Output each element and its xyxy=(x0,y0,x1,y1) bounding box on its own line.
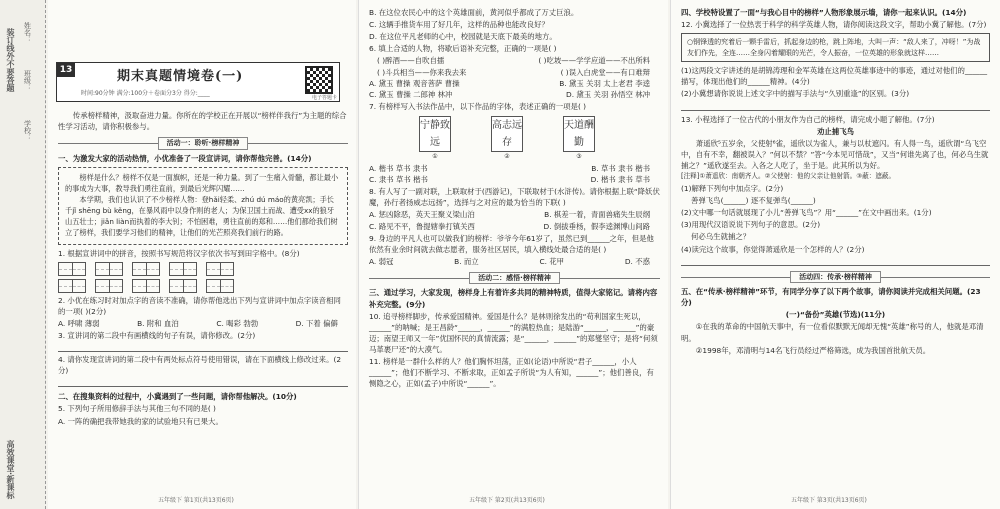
question-11: 11. 榜样是一群什么样的人？他们胸怀坦荡，正如(论语)中所说“君子______，小人______”；他们不断学习、不断求取，正如孟子所说“为人有知，______”；他们善良，有恻隐之心，正如(孟子)中所说“______”。 xyxy=(369,357,654,389)
speech-p1: 榜样是什么？榜样不仅是一面旗帜，还是一种力量。到了一生痛入骨髓，都让最小的事成为大事，教导我们勇往直前，到最后光辉闪耀…… xyxy=(65,172,339,193)
calligraphy-card: 高志远存 xyxy=(491,116,523,152)
speech-box xyxy=(58,167,348,245)
class-label: 班级： xyxy=(23,70,32,91)
section-2-heading: 二、在搜集资料的过程中，小冀遇到了一些问题，请你帮他解决。(10分) xyxy=(58,392,297,402)
question-5-option-a[interactable]: A. 一阵的确把我带她我的家的试验地只有已果大。 xyxy=(58,416,223,426)
question-13-part-2: (2)文中哪一句话就展现了小儿“善弹飞鸟”？用“______”在文中画出来。(1分) xyxy=(681,208,932,218)
calligraphy-card: 天道酬勤 xyxy=(563,116,595,152)
char-grid-row-1[interactable] xyxy=(58,262,348,276)
calligraphy-number: ② xyxy=(504,152,510,160)
option-a[interactable]: A. 黛玉 曹操 观音菩萨 曹操 xyxy=(369,78,460,88)
page-footer-3: 五年级下 第3页(共13页6页) xyxy=(791,497,867,504)
option-a[interactable]: A. 呼啸 薄弱 xyxy=(58,318,100,328)
question-6-options-row1 xyxy=(369,78,660,89)
idiom-item: ( )斗兵相当——你来我去来 xyxy=(377,67,467,77)
section-3-heading: 三、通过学习，大家发现，榜样身上有着许多共同的精神特质，值得大家铭记。请将内容补充完整。(9分) xyxy=(369,288,658,309)
question-7-options-row2 xyxy=(369,174,660,185)
question-3: 3. 宣讲词的第二段中有画横线的句子有误，请你修改。(2分) xyxy=(58,331,256,341)
activity-2-header xyxy=(369,272,660,285)
answer-line[interactable] xyxy=(58,378,348,387)
option-b[interactable]: B. 棋差一着，青面兽痛失生辰纲 xyxy=(544,210,650,220)
vlabel-bottom: 高效课堂·新课标 xyxy=(6,440,15,500)
exam-title-box xyxy=(56,62,340,102)
option-a[interactable]: A. 惩凶除恶，英天王聚义梁山泊 xyxy=(369,210,475,220)
reading-paragraph-2: ②1998年，邓清明与14名飞行员经过严格筛选，成为我国首批航天员。 xyxy=(695,345,931,355)
question-7-options-row1 xyxy=(369,163,660,174)
activity-1-header xyxy=(58,137,348,150)
question-6-items-row1 xyxy=(369,55,660,66)
option-a[interactable]: A. 楷书 草书 隶书 xyxy=(369,163,428,173)
binding-sidebar xyxy=(0,0,46,509)
section-5-heading: 五、在“传承·榜样精神”环节，有同学分享了以下两个故事，请你阅读并完成相关问题。(23分) xyxy=(681,287,981,308)
option-d[interactable]: D. 不惑 xyxy=(624,256,650,266)
qr-code-icon[interactable] xyxy=(305,66,333,94)
question-6: 6. 填上合适的人物，将歇后语补充完整，正确的一项是( ) xyxy=(369,44,557,54)
question-7: 7. 有榜样写入书法作品中，以下作品的字体，表述正确的一项是( ) xyxy=(369,101,587,111)
reading-subtitle: (一)“备份”英雄(节选)(11分) xyxy=(785,310,886,320)
activity-2-title: 活动二：感悟·榜样精神 xyxy=(469,272,560,285)
question-2: 2. 小优在练习时对加点字的音读不准确，请你帮他选出下列与宣讲词中加点字读音相同的一项( )(2分) xyxy=(58,295,341,316)
question-13-part-3-sentence: 何必乌生就捕之？ xyxy=(691,232,751,242)
question-5-option-b[interactable]: B. 在这位农民心中的这个英雄面前，黄河似乎都成了万丈巨浪。 xyxy=(369,8,579,17)
idiom-item: ( )醉酒——自吹自擂 xyxy=(377,56,445,66)
activity-4-title: 活动四：传承·榜样精神 xyxy=(790,271,881,284)
option-b[interactable]: B. 黛玉 关羽 太上老君 李逵 xyxy=(559,78,650,88)
question-6-items-row2 xyxy=(369,67,660,78)
story-text: 萧遥欣⁵五岁余，父使射⁶雀，遥欣以为雀人，兼与以杖遮闪。有人得一鸟，遥欣谓“乌飞空中，自有不幸，翻被误入？”何以不禁？”答“今本见可惜哉”，又当“何谁先离了也，何必乌生就捕之？”遥欣遂至去。入各之人吃了，坐于是。此其所以为好。 xyxy=(681,138,989,170)
activity-1-title: 活动一：聆听·榜样精神 xyxy=(158,137,249,150)
page-footer-1: 五年级下 第1页(共13页6页) xyxy=(158,497,234,504)
question-12-part-1: (1)这两段文字讲述的是胡锦涛理和金军英雄在这两位英雄事迹中的事迹，通过对他们的______描写，体现出他们的______精神。(4分) xyxy=(681,66,988,87)
question-4: 4. 请你发现宣讲词的第二段中有两处标点符号使用错误，请在下面横线上修改过来。(2分) xyxy=(58,355,342,376)
option-b[interactable]: B. 而立 xyxy=(454,256,479,266)
reading-paragraph-1: ①在我的革命的中国航天事中，有一位看似默默无闻却无愧“英雄”称号的人，他就是邓清明。 xyxy=(681,322,984,343)
column-3 xyxy=(670,0,1000,509)
question-9: 9. 身边的平凡人也可以做我们的榜样：爷爷今年61岁了，虽然已到______之年，但是他依然有业余时间就去做志愿者，服务社区居民，填入横线处最合适的是( ) xyxy=(369,233,654,254)
vlabel-top: 装订线外不要答题 xyxy=(6,28,15,92)
section-1-heading: 一、为激发大家的活动热情，小优准备了一段宣讲词，请你帮他完善。(14分) xyxy=(58,153,312,163)
hero-text-box: ○钢锋透的究着后一颗手雷后，抓起身边的枪，跳上阵地，大叫一声：“敌人来了，冲呀！”为战友们作先，全连……全身闪着耀眼的光芒，令人振奋，一位英雄的形象就这样…… xyxy=(681,33,990,62)
activity-4-header xyxy=(681,271,990,284)
question-8-options-row2 xyxy=(369,221,660,232)
question-8-options-row1 xyxy=(369,209,660,220)
question-12-part-2: (2)小冀想请你说说上述文字中的描写手法与“久别重逢”的区别。(3分) xyxy=(681,89,910,99)
intro-text: 传承榜样精神，汲取奋进力量。你所在的学校正在开展以“榜样伴我行”为主题的综合性学习活动，请你积极参与。 xyxy=(58,111,347,132)
qr-label: 电子答题卡 xyxy=(311,95,337,101)
option-c[interactable]: C. 隶书 草书 楷书 xyxy=(369,175,428,185)
question-13-part-1-items[interactable]: 善弹飞鸟(______) 逐不复弹鸟(______) xyxy=(691,196,816,206)
question-12: 12. 小冀选择了一位热衷于科学的科学英雄人物，请你阅读这段文字，帮助小冀了解他。(7分) xyxy=(681,20,987,30)
exam-title: 期末真题情境卷(一) xyxy=(117,69,244,84)
question-9-options xyxy=(369,256,660,267)
speech-p2: 本学期，我们也认识了不少榜样人物：登hǎi轻柔、zhú dú máo的黄亮凯；手长千jǐ shēng bù kěng，在暴风雨中以身作则的老人；为保卫国土而战、遭受xx的狼牙山五壮士；jiǎn liàn而执着的李大钊；不怕困难，勇往直前的郑和……他们都给我们树立了榜样，我们要学习他们的精神，让他们的光芒照亮我们前行的路。 xyxy=(65,195,338,237)
question-1: 1. 根据宣讲词中的拼音，按照书写规范将汉字依次书写到田字格中。(8分) xyxy=(58,248,300,258)
option-d[interactable]: D. 倒拔垂杨，假李逵渊博山间路 xyxy=(543,221,650,231)
page-footer-2: 五年级下 第2页(共13页6页) xyxy=(469,497,545,504)
question-6-options-row2 xyxy=(369,89,660,100)
idiom-item: ( )误入白虎堂——有口难辩 xyxy=(560,67,650,77)
answer-line[interactable] xyxy=(681,257,990,266)
column-2 xyxy=(358,0,668,509)
question-13-part-4: (4)读完这个故事，你觉得萧遥欣是一个怎样的人？(2分) xyxy=(681,244,865,254)
char-grid-row-2[interactable] xyxy=(58,279,348,293)
option-a[interactable]: A. 弱冠 xyxy=(369,256,394,266)
school-label: 学校： xyxy=(23,120,32,141)
section-4-heading: 四、学校特设置了一面“与我心目中的榜样”人物形象展示墙，请你一起来认识。(14分) xyxy=(681,8,967,17)
answer-line[interactable] xyxy=(58,343,348,352)
option-c[interactable]: C. 喝彩 勃勃 xyxy=(216,318,259,328)
story-title: 劝止捕飞鸟 xyxy=(817,126,854,136)
option-d[interactable]: D. 楷书 隶书 草书 xyxy=(590,175,650,185)
option-c[interactable]: C. 黛玉 曹操 二郎神 林冲 xyxy=(369,89,453,99)
question-8: 8. 有人写了一副对联，上联取材于(西游记)，下联取材于(水浒传)。请你根据上联“降妖伏魔，孙行者扬威志远扬”，选择与之对应的最为恰当的下联( ) xyxy=(369,187,660,208)
option-c[interactable]: C. 花甲 xyxy=(539,256,565,266)
question-13: 13. 小程选择了一位古代的小朋友作为自己的榜样，请完成小题了解他。(7分) xyxy=(681,114,935,124)
question-2-options xyxy=(58,318,348,329)
name-label: 姓名： xyxy=(23,22,32,43)
idiom-item: ( )吃坡——学学应道——不出所料 xyxy=(538,56,650,66)
option-d[interactable]: D. 黛玉 关羽 孙悟空 林冲 xyxy=(566,89,650,99)
option-b[interactable]: B. 草书 隶书 楷书 xyxy=(591,163,650,173)
question-5-option-d[interactable]: D. 在这位平凡老师的心中，校园就是天底下最美的地方。 xyxy=(369,32,557,42)
calligraphy-samples xyxy=(419,116,660,161)
calligraphy-card: 宁静致远 xyxy=(419,116,451,152)
question-5: 5. 下列句子所用修辞手法与其他三句不同的是( ) xyxy=(58,404,216,414)
question-13-part-1: (1)解释下列句中加点字。(2分) xyxy=(681,183,784,193)
unit-number: 13 xyxy=(57,63,75,77)
option-d[interactable]: D. 下着 偏僻 xyxy=(295,318,338,328)
option-c[interactable]: C. 路见不平，鲁提辖拳打镇关西 xyxy=(369,221,475,231)
option-b[interactable]: B. 附和 血泊 xyxy=(137,318,179,328)
answer-line[interactable] xyxy=(681,102,990,111)
question-13-part-3: (3)用现代汉语说说下列句子的意思。(2分) xyxy=(681,220,821,230)
question-5-option-c[interactable]: C. 这辆手推货车用了好几年，这样的品种也能改良好？ xyxy=(369,20,549,30)
story-note: [注释]①萧遥欣：南朝齐人。②父使射：他的父亲让他射箭。③蔽：遮蔽。 xyxy=(681,172,896,181)
question-10: 10. 追寻榜样脚步，传承爱国精神。爱国是什么？是林则徐发出的“苟利国家生死以，______”的呐喊；是王昌龄“______，______”的满腔热血；是陆游“______，______”的豪迈；南望王师又一年”优国怀民的真情流露；是“______，______”的郑燮坚守；是将“何须马革裹尸还”的大漠气。 xyxy=(369,311,658,355)
calligraphy-number: ① xyxy=(432,152,438,160)
calligraphy-number: ③ xyxy=(576,152,582,160)
exam-meta: 时间:90分钟 满分:100分＋卷面分3分 得分:____ xyxy=(81,90,210,97)
